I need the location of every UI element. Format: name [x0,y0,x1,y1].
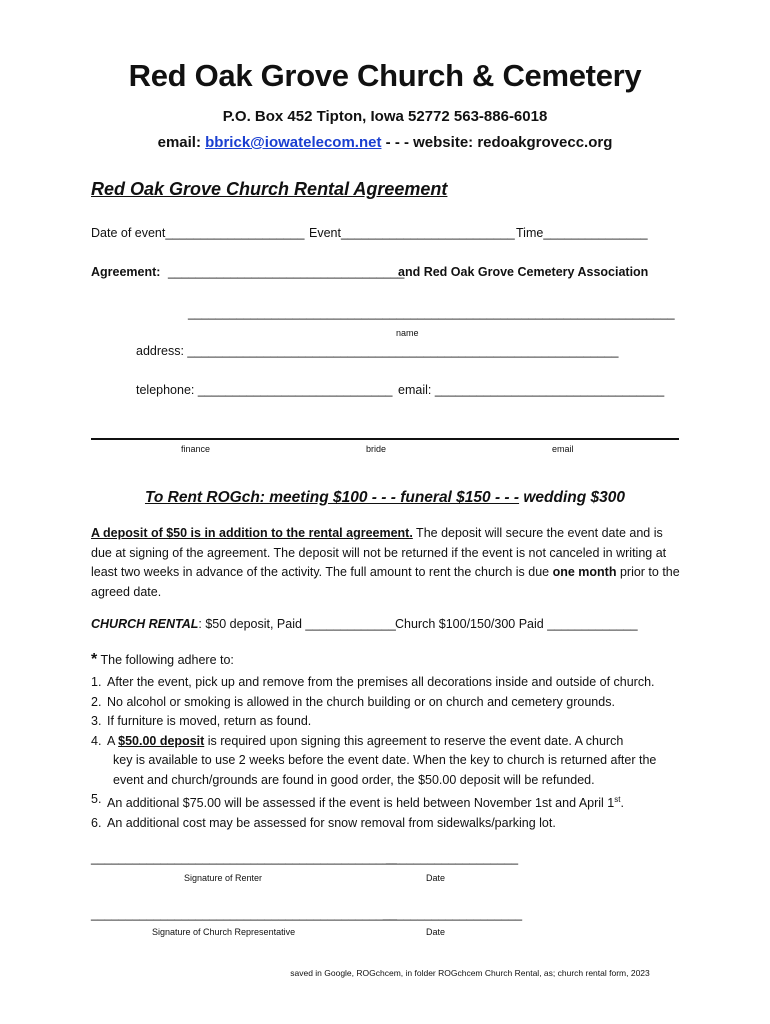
item-bold: $50.00 deposit [118,733,205,748]
name-label: name [396,328,419,338]
rep-date-field[interactable]: ____________________ [383,907,523,921]
item-number: 2. [91,694,102,709]
renter-signature-field[interactable]: ____________________________________________ [91,851,397,865]
list-item [91,693,691,713]
org-contact [0,134,770,151]
list-item [91,732,691,791]
item-pre: A [107,733,119,748]
item-end: . [620,796,624,811]
event-field[interactable]: Event_________________________ [309,226,515,240]
name-field[interactable]: ______________________________________________________________________ [188,306,675,320]
item-number: 6. [91,815,102,830]
item-text: If furniture is moved, return as found. [107,714,312,728]
website-text: - - - website: redoakgrovecc.org [381,134,613,151]
item-text: An additional cost may be assessed for snow removal from sidewalks/parking lot. [107,815,556,830]
org-address: P.O. Box 452 Tipton, Iowa 52772 563-886-6018 [222,108,548,125]
church-rental-label: CHURCH RENTAL [91,617,199,631]
telephone-field[interactable]: telephone: ____________________________ [136,383,393,397]
church-rental-paid[interactable]: Church $100/150/300 Paid _____________ [395,617,638,631]
email-link[interactable]: bbrick@iowatelecom.net [205,134,382,151]
item-text: No alcohol or smoking is allowed in the church building or on church and cemetery grounds. [107,694,615,709]
deposit-body-2: prior to the agreed date. [91,565,680,599]
star-icon: * [91,651,98,668]
item-text: An additional $75.00 will be assessed if the event is held between November 1st and April 1 [107,796,615,811]
renter-date-field[interactable]: ___________________ [386,851,519,865]
pricing-line [0,489,770,507]
item-text: is required upon signing this agreement to reserve the event date. A church [204,733,624,748]
pricing-underlined: To Rent ROGch: meeting $100 - - - funeral $150 - - - [144,489,520,506]
finance-label: finance [181,444,211,454]
list-item [91,673,691,693]
list-item [91,790,691,814]
footer-note: saved in Google, ROGchcem, in folder ROGchcem Church Rental, as; church rental form, 2023 [290,968,650,978]
church-rental-deposit[interactable]: : $50 deposit, Paid _____________ [198,617,396,631]
item-number: 1. [91,675,102,689]
rules-intro-text: The following adhere to: [97,653,234,667]
email-col-label: email [552,444,574,454]
item-sup: st [614,795,621,804]
item-number: 3. [91,714,102,728]
agreement-field[interactable]: __________________________________ [168,265,405,279]
item-number: 4. [91,733,102,748]
time-field[interactable]: Time_______________ [516,226,648,240]
agreement-label: Agreement: [91,265,161,279]
email-label: email: [157,134,206,151]
org-title: Red Oak Grove Church & Cemetery [128,58,642,93]
list-item [91,712,691,732]
rules-intro [91,651,234,669]
deposit-body-1: The deposit will secure the event date and is due at signing of the agreement. The deposit will not be returned if the event is not canceled in writing at least two weeks in advance of the activity. The full amount to rent the church is due [91,526,667,579]
item-cont: key is available to use 2 weeks before the event date. When the key to church is returned after the [113,753,657,767]
divider-line [91,438,679,440]
deposit-bold: one month [552,565,617,579]
email-field[interactable]: email: _________________________________ [398,383,665,397]
item-text: After the event, pick up and remove from the premises all decorations inside and outside of church. [107,675,655,689]
renter-date-label: Date [426,873,446,883]
pricing-tail: wedding $300 [519,489,626,506]
list-item [91,814,691,834]
agreement-tail: and Red Oak Grove Cemetery Association [398,265,649,279]
rules-list [91,673,691,833]
rep-signature-field[interactable]: ____________________________________________ [91,907,397,921]
item-cont: event and church/grounds are found in good order, the $50.00 deposit will be refunded. [113,772,595,787]
rep-signature-label: Signature of Church Representative [152,927,296,937]
renter-signature-label: Signature of Renter [184,873,263,883]
deposit-paragraph [91,524,681,602]
item-number: 5. [91,792,102,806]
date-of-event-field[interactable]: Date of event____________________ [91,226,305,240]
address-field[interactable]: address: ______________________________________________________________ [136,344,619,358]
church-rental-line [91,617,396,631]
form-title: Red Oak Grove Church Rental Agreement [91,179,448,199]
bride-label: bride [366,444,387,454]
deposit-lead: A deposit of $50 is in addition to the rental agreement. [91,526,413,540]
rep-date-label: Date [426,927,446,937]
